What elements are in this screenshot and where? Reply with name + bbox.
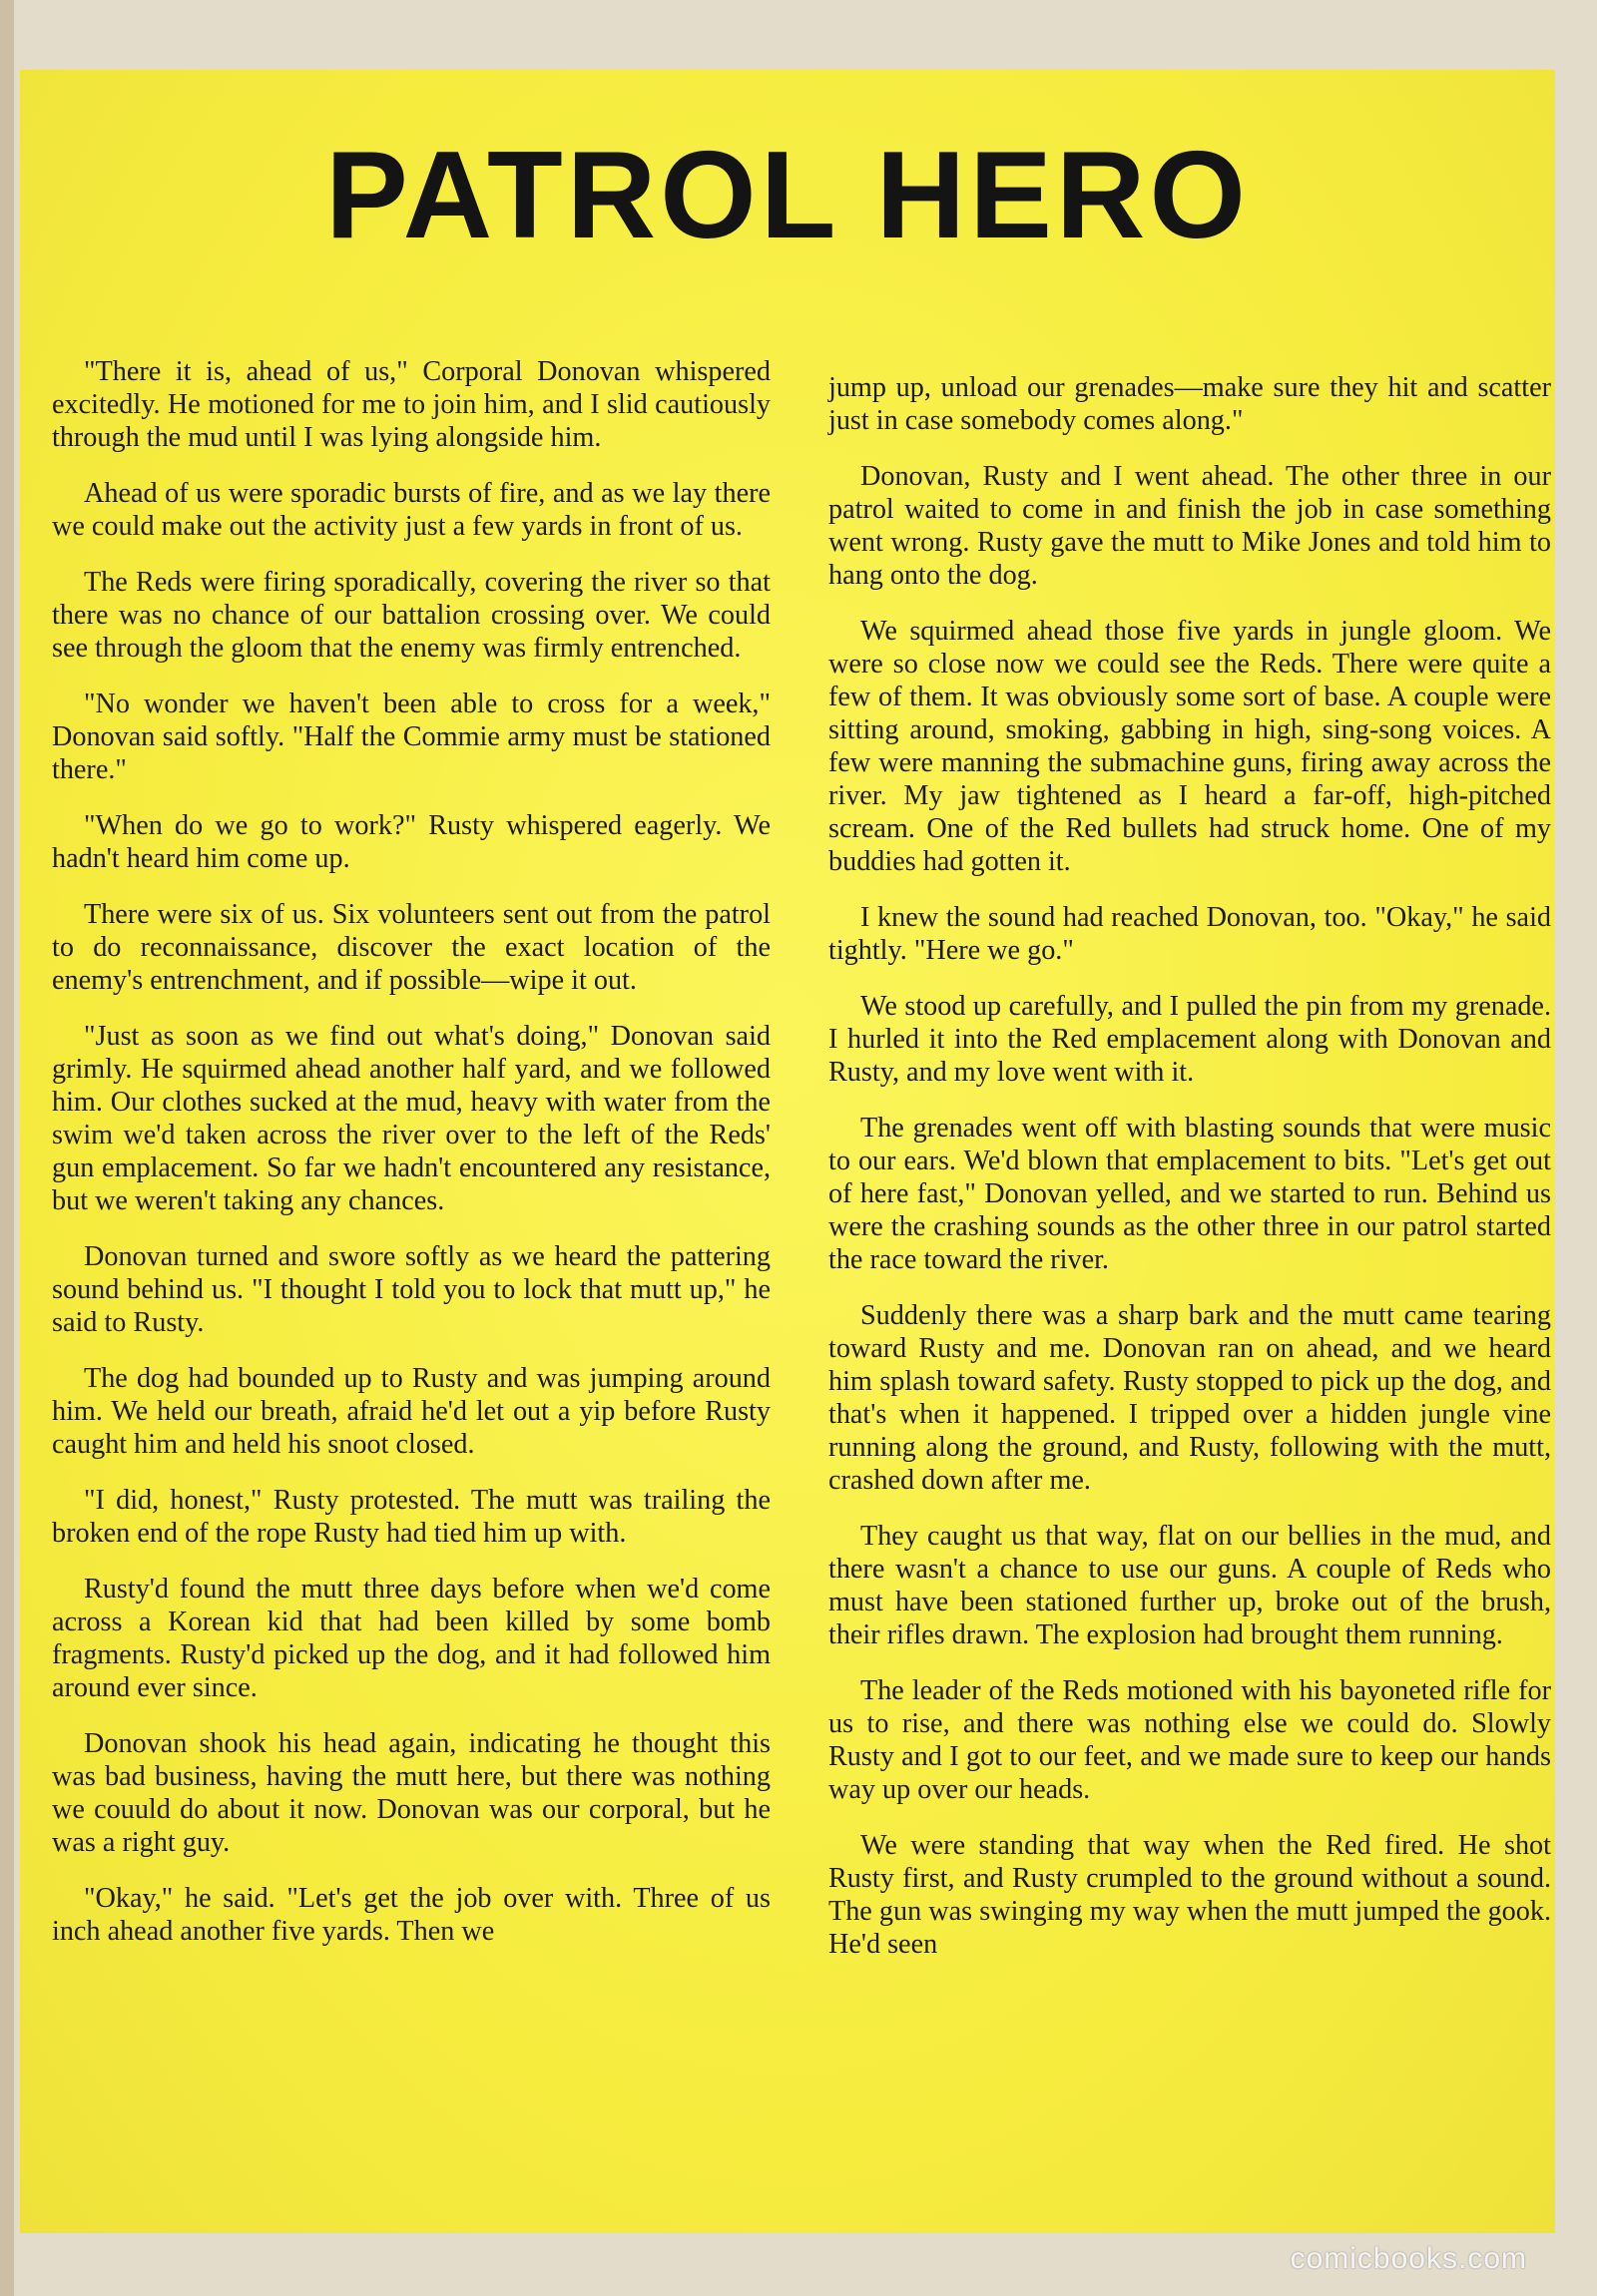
paragraph: "I did, honest," Rusty protested. The mutt was trailing the broken end of the rope Rusty had tied him up with. (52, 1485, 771, 1549)
paragraph: "No wonder we haven't been able to cross for a week," Donovan said softly. "Half the Commie army must be stationed there." (52, 689, 771, 785)
paragraph: The grenades went off with blasting sounds that were music to our ears. We'd blown that emplacement to bits. "Let's get out of here fast," Donovan yelled, and we started to run. Behind us were the crashing sounds as the other three in our patrol started the race toward the river. (828, 1113, 1551, 1275)
paragraph: There were six of us. Six volunteers sent out from the patrol to do reconnaissance, discover the exact location of the enemy's entrenchment, and if possible—wipe it out. (52, 899, 771, 996)
paragraph: The Reds were firing sporadically, covering the river so that there was no chance of our battalion crossing over. We could see through the gloom that the enemy was firmly entrenched. (52, 567, 771, 664)
paragraph: We squirmed ahead those five yards in jungle gloom. We were so close now we could see the Reds. There were quite a few of them. It was obviously some sort of base. A couple were sitting around, smoking, gabbing in high, sing-song voices. A few were manning the submachine guns, firing away across the river. My jaw tightened as I heard a far-off, high-pitched scream. One of the Red bullets had struck home. One of my buddies had gotten it. (828, 616, 1551, 877)
paragraph: I knew the sound had reached Donovan, too. "Okay," he said tightly. "Here we go." (828, 902, 1551, 966)
paragraph: "There it is, ahead of us," Corporal Donovan whispered excitedly. He motioned for me to join him, and I slid cautiously through the mud until I was lying alongside him. (52, 356, 771, 453)
paragraph: Rusty'd found the mutt three days before when we'd come across a Korean kid that had been killed by some bomb fragments. Rusty'd picked up the dog, and it had followed him around ever since. (52, 1574, 771, 1703)
paragraph: "Just as soon as we find out what's doing," Donovan said grimly. He squirmed ahead another half yard, and we followed him. Our clothes sucked at the mud, heavy with water from the swim we'd taken across the river over to the left of the Reds' gun emplacement. So far we hadn't encountered any resistance, but we weren't taking any chances. (52, 1021, 771, 1216)
page-left-edge (0, 0, 14, 2296)
paragraph: We were standing that way when the Red fired. He shot Rusty first, and Rusty crumpled to the ground without a sound. The gun was swinging my way when the mutt jumped the gook. He'd seen (828, 1830, 1551, 1960)
paragraph: Donovan, Rusty and I went ahead. The other three in our patrol waited to come in and finish the job in case something went wrong. Rusty gave the mutt to Mike Jones and told him to hang onto the dog. (828, 461, 1551, 591)
paragraph: Donovan shook his head again, indicating he thought this was bad business, having the mutt here, but there was nothing we couuld do about it now. Donovan was our corporal, but he was a right guy. (52, 1728, 771, 1858)
story-page (20, 70, 1555, 2233)
paragraph: We stood up carefully, and I pulled the pin from my grenade. I hurled it into the Red emplacement along with Donovan and Rusty, and my love went with it. (828, 991, 1551, 1088)
left-column (52, 355, 771, 1971)
paragraph: The dog had bounded up to Rusty and was jumping around him. We held our breath, afraid he'd let out a yip before Rusty caught him and held his snoot closed. (52, 1363, 771, 1460)
watermark: comicbooks.com (1290, 2242, 1527, 2275)
paragraph: Donovan turned and swore softly as we heard the pattering sound behind us. "I thought I told you to lock that mutt up," he said to Rusty. (52, 1241, 771, 1338)
story-title: PATROL HERO (325, 127, 1250, 264)
paragraph: "When do we go to work?" Rusty whispered eagerly. We hadn't heard him come up. (52, 810, 771, 874)
paragraph: Suddenly there was a sharp bark and the mutt came tearing toward Rusty and me. Donovan ran on ahead, and we heard him splash toward safety. Rusty stopped to pick up the dog, and that's when it happened. I tripped over a hidden jungle vine running along the ground, and Rusty, following with the mutt, crashed down after me. (828, 1300, 1551, 1496)
paragraph: The leader of the Reds motioned with his bayoneted rifle for us to rise, and there was nothing else we could do. Slowly Rusty and I got to our feet, and we made sure to keep our hands way up over our heads. (828, 1675, 1551, 1805)
right-column (828, 371, 1551, 1984)
paragraph: They caught us that way, flat on our bellies in the mud, and there wasn't a chance to use our guns. A couple of Reds who must have been stationed further up, broke out of the brush, their rifles drawn. The explosion had brought them running. (828, 1521, 1551, 1650)
paragraph: "Okay," he said. "Let's get the job over with. Three of us inch ahead another five yards. Then we (52, 1883, 771, 1947)
paragraph-continuation: jump up, unload our grenades—make sure they hit and scatter just in case somebody comes along." (828, 372, 1551, 436)
paragraph: Ahead of us were sporadic bursts of fire, and as we lay there we could make out the activity just a few yards in front of us. (52, 478, 771, 542)
